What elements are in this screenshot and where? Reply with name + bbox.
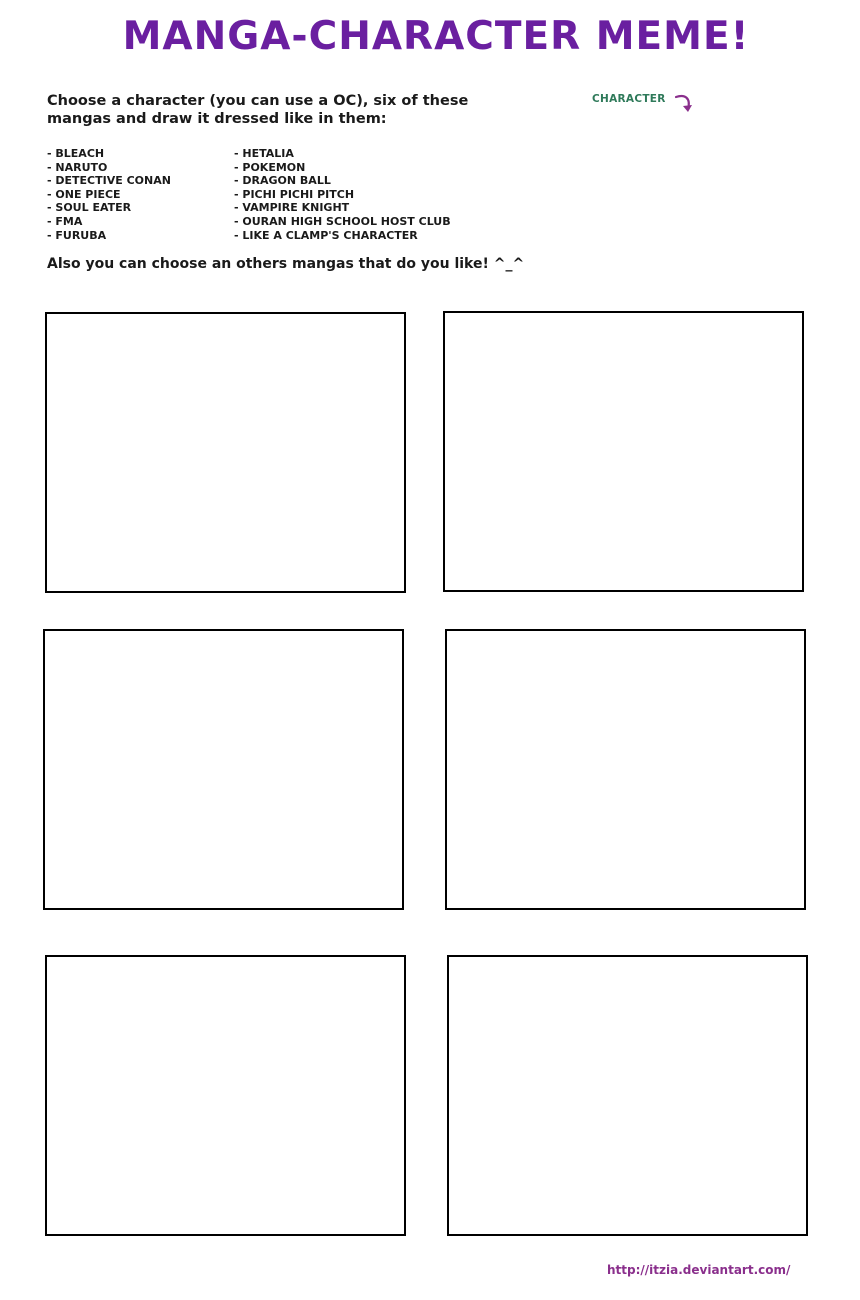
manga-list-item: - BLEACH [47, 147, 105, 160]
manga-list-right [234, 147, 451, 242]
manga-list-item: - ONE PIECE [47, 187, 121, 201]
curved-arrow-icon [673, 92, 697, 118]
also-text: Also you can choose an others mangas that do you like! ^_^ [47, 256, 525, 272]
manga-list-item: - LIKE A CLAMP'S CHARACTER [234, 228, 418, 242]
drawing-panel-6 [447, 955, 808, 1236]
manga-list-item: - POKEMON [234, 160, 306, 174]
manga-list-item: - VAMPIRE KNIGHT [234, 201, 350, 215]
drawing-panel-4 [445, 629, 806, 910]
manga-list-item: - HETALIA [234, 147, 294, 160]
manga-list-item: - DRAGON BALL [234, 174, 331, 188]
drawing-panel-3 [43, 629, 404, 910]
manga-list-item: - PICHI PICHI PITCH [234, 187, 355, 201]
manga-list-item: - FURUBA [47, 228, 107, 242]
manga-list-item: - FMA [47, 214, 83, 228]
manga-list-item: - SOUL EATER [47, 201, 132, 215]
manga-list-item: - NARUTO [47, 160, 108, 174]
character-tag: CHARACTER [592, 93, 666, 105]
manga-list-item: - OURAN HIGH SCHOOL HOST CLUB [234, 214, 451, 228]
credit-link[interactable]: http://itzia.deviantart.com/ [607, 1263, 791, 1277]
drawing-panel-1 [45, 312, 406, 593]
manga-list-item: - DETECTIVE CONAN [47, 174, 171, 188]
drawing-panel-5 [45, 955, 406, 1236]
manga-list-left [47, 147, 171, 242]
page-title: MANGA-CHARACTER MEME! [122, 14, 750, 59]
drawing-panel-2 [443, 311, 804, 592]
intro-text: Choose a character (you can use a OC), six of these mangas and draw it dressed like in them: [47, 93, 469, 127]
